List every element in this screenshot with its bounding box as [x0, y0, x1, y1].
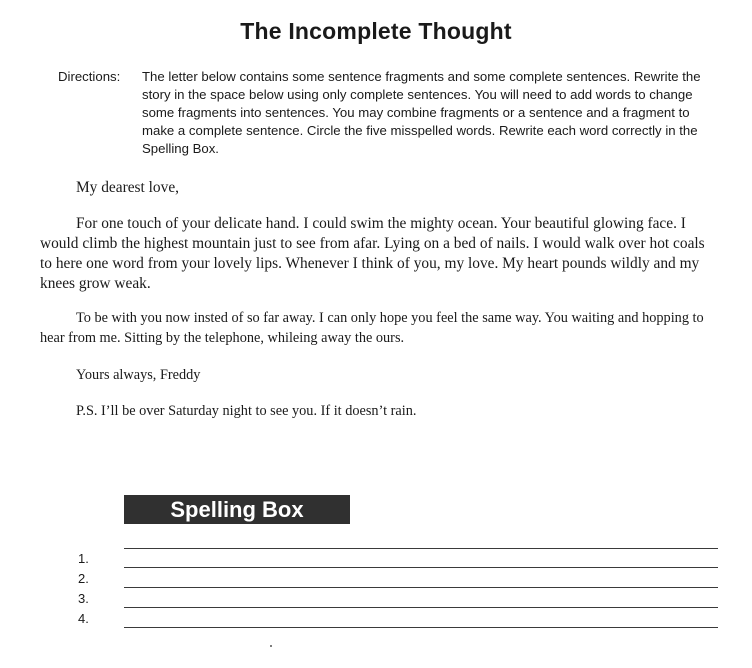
letter-paragraph-2: To be with you now insted of so far away. I can only hope you feel the same way. You waiting and hopping to hear from me. Sitting by the telephone, whileing away the ours.: [40, 310, 704, 346]
directions-block: [58, 68, 718, 158]
spelling-row-number: 1.: [78, 551, 89, 566]
stray-mark: [270, 645, 272, 647]
writing-line[interactable]: [124, 548, 718, 549]
letter-closing: Yours always, Freddy: [76, 367, 201, 383]
spelling-row: [78, 545, 718, 565]
spelling-row-number: 2.: [78, 571, 89, 586]
spelling-row: [78, 565, 718, 585]
writing-line[interactable]: [124, 627, 718, 628]
spelling-box-lines: [78, 545, 718, 625]
spelling-row: [78, 585, 718, 605]
letter-paragraph-1: For one touch of your delicate hand. I could swim the mighty ocean. Your beautiful glowing face. I would climb the highest mountain just to see from afar. Lying on a bed of nails. I would walk over hot coals to here one word from your lovely lips. Whenever I think of you, my love. My heart pounds wildly and my knees grow weak.: [40, 215, 705, 292]
spelling-box-header: Spelling Box: [124, 495, 350, 524]
spelling-row: [78, 605, 718, 625]
directions-label: Directions:: [58, 69, 121, 84]
spelling-row-number: 3.: [78, 591, 89, 606]
directions-text: The letter below contains some sentence fragments and some complete sentences. Rewrite the story in the space below using only complete sentences. You will need to add words to change some fragments into sentences. You may combine fragments or a sentence and a fragment to make a complete sentence. Circle the five misspelled words. Rewrite each word correctly in the Spelling Box.: [142, 69, 701, 156]
spelling-row-number: 4.: [78, 611, 89, 626]
letter-postscript: P.S. I’ll be over Saturday night to see you. If it doesn’t rain.: [76, 403, 417, 419]
worksheet-title: The Incomplete Thought: [240, 18, 512, 44]
letter-salutation: My dearest love,: [76, 179, 180, 196]
